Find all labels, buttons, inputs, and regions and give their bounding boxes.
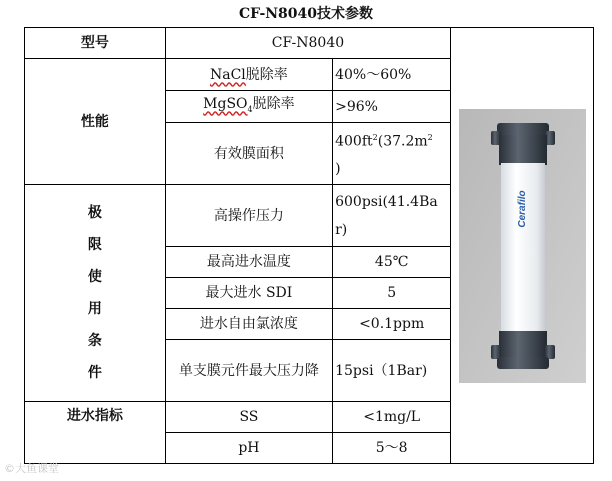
ph-value: 5～8 bbox=[333, 433, 451, 464]
max-feed-temp-value: 45℃ bbox=[333, 247, 451, 278]
product-image-cell bbox=[451, 28, 594, 464]
free-chlorine-value: <0.1ppm bbox=[333, 309, 451, 340]
pressure-drop-param: 单支膜元件最大压力降 bbox=[165, 340, 332, 402]
operating-pressure-param: 高操作压力 bbox=[165, 185, 332, 247]
membrane-area-param: 有效膜面积 bbox=[165, 123, 332, 185]
max-feed-sdi-value: 5 bbox=[333, 278, 451, 309]
document-title: CF-N8040技术参数 bbox=[238, 6, 374, 22]
pressure-drop-value: 15psi（1Bar) bbox=[333, 340, 451, 402]
spec-table bbox=[24, 27, 594, 464]
mgso4-rejection-param: MgSO$_4$脱除率 bbox=[165, 91, 332, 123]
free-chlorine-param: 进水自由氯浓度 bbox=[165, 309, 332, 340]
watermark: ©大鱼课堂 bbox=[4, 462, 59, 475]
nacl-rejection-param: NaCl脱除率 bbox=[165, 59, 332, 91]
membrane-area-value: $400ft^2(37.2m^2$ ) bbox=[333, 123, 451, 185]
max-feed-temp-param: 最高进水温度 bbox=[165, 247, 332, 278]
nacl-rejection-value: 40%～60% bbox=[333, 59, 451, 91]
operating-pressure-value: 600psi(41.4Bar) bbox=[333, 185, 451, 247]
performance-label: 性能 bbox=[25, 59, 166, 185]
model-label: 型号 bbox=[25, 28, 166, 59]
limits-label: 极 限 使 用 条 件 bbox=[25, 185, 166, 402]
membrane-element-photo bbox=[459, 109, 586, 383]
model-value: CF-N8040 bbox=[165, 28, 451, 59]
mgso4-rejection-value: >96% bbox=[333, 91, 451, 123]
feed-index-label: 进水指标 bbox=[25, 402, 166, 464]
max-feed-sdi-param: 最大进水 SDI bbox=[165, 278, 332, 309]
brand-logo-text: Cerafilo bbox=[516, 189, 528, 228]
ph-param: pH bbox=[165, 433, 332, 464]
ss-param: SS bbox=[165, 402, 332, 433]
ss-value: <1mg/L bbox=[333, 402, 451, 433]
